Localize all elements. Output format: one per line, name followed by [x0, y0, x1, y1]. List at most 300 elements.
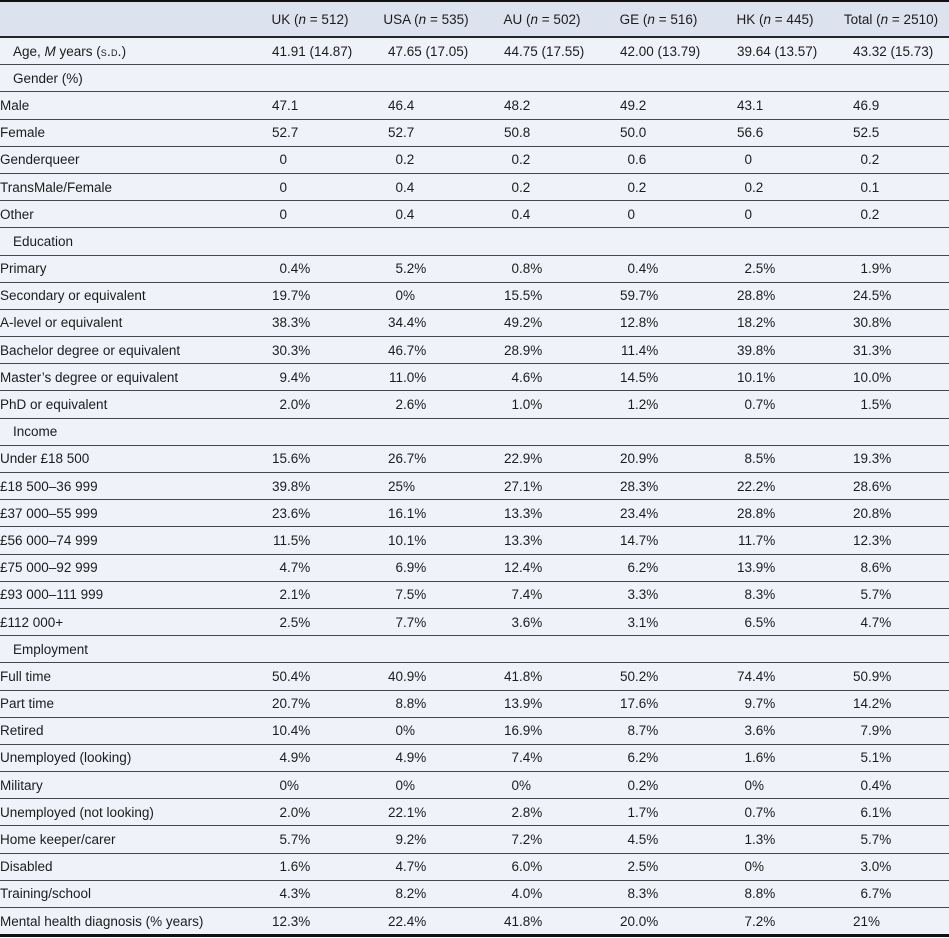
value-fraction-part: .2 — [635, 179, 647, 195]
table-row — [0, 146, 949, 173]
value-fraction-part: .2% — [752, 315, 776, 331]
value-text — [717, 914, 833, 929]
value-fraction-part: .7% — [635, 288, 659, 304]
value-text — [833, 886, 949, 901]
value-text — [833, 750, 949, 765]
value-fraction-part: .3% — [635, 478, 659, 494]
value-cell — [833, 690, 949, 717]
value-fraction-part: .1% — [519, 478, 543, 494]
value-cell — [717, 37, 833, 65]
value-cell — [252, 880, 368, 907]
value-integer-part: 2 — [395, 397, 403, 413]
value-text — [833, 560, 949, 575]
value-integer-part: 1 — [744, 750, 752, 766]
value-integer-part: 52 — [387, 125, 403, 141]
value-text — [368, 207, 484, 222]
value-text — [252, 750, 368, 765]
value-cell — [368, 853, 484, 880]
value-integer-part: 1 — [860, 397, 868, 413]
value-cell — [484, 445, 600, 472]
value-fraction-part: % — [403, 723, 416, 739]
value-integer-part: 6 — [860, 886, 868, 902]
value-text — [717, 370, 833, 385]
value-text — [600, 886, 717, 901]
value-fraction-part: .8% — [519, 804, 543, 820]
value-text — [368, 98, 484, 113]
value-text — [833, 723, 949, 738]
value-text — [717, 125, 833, 140]
value-fraction-part: .2% — [519, 832, 543, 848]
value-text — [368, 370, 484, 385]
value-cell — [484, 364, 600, 391]
row-label: £56 000–74 999 — [0, 527, 252, 554]
value-integer-part: 52 — [852, 125, 868, 141]
value-fraction-part: .4 — [403, 206, 415, 222]
value-cell — [368, 364, 484, 391]
row-label: Bachelor degree or equivalent — [0, 337, 252, 364]
value-cell — [484, 853, 600, 880]
value-integer-part: 8 — [744, 886, 752, 902]
value-integer-part: 43 — [736, 97, 752, 113]
value-fraction-part: .0% — [519, 886, 543, 902]
value-cell — [368, 37, 484, 65]
value-fraction-part: .4 — [519, 206, 531, 222]
value-integer-part: 2 — [279, 804, 287, 820]
value-fraction-part: .2 — [519, 152, 531, 168]
table-row — [0, 744, 949, 771]
table-row — [0, 554, 949, 581]
value-text — [368, 750, 484, 765]
value-integer-part: 4 — [511, 886, 519, 902]
value-integer-part: 20 — [619, 451, 635, 467]
value-text — [833, 615, 949, 630]
value-integer-part: 1 — [511, 397, 519, 413]
value-cell — [368, 772, 484, 799]
value-text — [833, 315, 949, 330]
value-cell — [484, 608, 600, 635]
value-fraction-part: .3% — [519, 532, 543, 548]
value-text — [717, 886, 833, 901]
value-cell — [368, 173, 484, 200]
value-fraction-part: .8% — [752, 342, 776, 358]
value-cell — [833, 282, 949, 309]
value-text — [368, 479, 484, 494]
value-fraction-part: .0% — [868, 859, 892, 875]
value-text — [833, 533, 949, 548]
value-fraction-part: .0% — [403, 369, 427, 385]
table-row — [0, 799, 949, 826]
value-text — [368, 261, 484, 276]
value-fraction-part: .5% — [868, 288, 892, 304]
value-text — [484, 778, 600, 793]
value-fraction-part: .2 — [752, 179, 764, 195]
value-cell — [600, 119, 717, 146]
value-cell — [368, 581, 484, 608]
value-text — [717, 261, 833, 276]
value-fraction-part: .6% — [635, 696, 659, 712]
value-fraction-part: .3% — [635, 886, 659, 902]
value-text — [600, 750, 717, 765]
value-cell — [368, 337, 484, 364]
table-row — [0, 37, 949, 65]
value-cell — [252, 37, 368, 65]
value-text — [484, 479, 600, 494]
row-label: Retired — [0, 717, 252, 744]
value-text — [368, 397, 484, 412]
value-text — [717, 343, 833, 358]
value-integer-part: 0 — [860, 152, 868, 168]
value-integer-part: 74 — [736, 668, 752, 684]
value-text — [717, 859, 833, 874]
value-integer-part: 7 — [395, 614, 403, 630]
value-integer-part: 2 — [744, 261, 752, 277]
value-text — [484, 506, 600, 521]
value-integer-part: 0 — [744, 152, 752, 168]
value-fraction-part: .2 — [519, 179, 531, 195]
table-row — [0, 282, 949, 309]
value-cell — [717, 581, 833, 608]
value-text — [368, 180, 484, 195]
value-text — [484, 750, 600, 765]
value-integer-part: 50 — [271, 668, 287, 684]
value-cell — [600, 554, 717, 581]
label-fragment: = 502) — [538, 11, 581, 27]
value-cell — [833, 554, 949, 581]
value-text — [368, 615, 484, 630]
value-fraction-part: .7% — [868, 886, 892, 902]
value-integer-part: 2 — [279, 614, 287, 630]
value-integer-part: 49 — [619, 97, 635, 113]
value-integer-part: 6 — [744, 614, 752, 630]
value-fraction-part: .8% — [752, 288, 776, 304]
table-row — [0, 826, 949, 853]
value-fraction-part: .8% — [868, 315, 892, 331]
value-integer-part: 14 — [852, 696, 868, 712]
value-fraction-part: .0% — [287, 804, 311, 820]
value-text — [833, 44, 949, 59]
value-text — [484, 451, 600, 466]
value-integer-part: 11 — [737, 532, 752, 548]
value-integer-part: 4 — [279, 750, 287, 766]
value-text — [717, 152, 833, 167]
value-text — [252, 587, 368, 602]
value-cell — [484, 554, 600, 581]
value-cell — [833, 581, 949, 608]
table-row — [0, 500, 949, 527]
value-cell — [600, 500, 717, 527]
table-row — [0, 853, 949, 880]
value-integer-part: 8 — [627, 886, 635, 902]
value-fraction-part: .9% — [403, 668, 427, 684]
value-integer-part: 39 — [271, 478, 287, 494]
label-fragment: n — [763, 11, 772, 27]
value-fraction-part: .3% — [868, 451, 892, 467]
value-integer-part: 0 — [279, 777, 287, 793]
value-integer-part: 0 — [511, 261, 519, 277]
value-integer-part: 6 — [511, 859, 519, 875]
value-cell — [717, 772, 833, 799]
value-integer-part: 16 — [503, 723, 519, 739]
value-cell — [717, 554, 833, 581]
value-text — [484, 533, 600, 548]
value-fraction-part: .75 (17.55) — [519, 43, 585, 59]
value-cell — [600, 309, 717, 336]
value-fraction-part: .8% — [752, 886, 776, 902]
value-integer-part: 7 — [395, 587, 403, 603]
value-cell — [252, 146, 368, 173]
value-integer-part: 8 — [860, 560, 868, 576]
value-text — [600, 180, 717, 195]
value-cell — [252, 717, 368, 744]
label-fragment: USA ( — [383, 11, 419, 27]
value-fraction-part: .7% — [752, 397, 776, 413]
value-cell — [600, 690, 717, 717]
column-header-1 — [252, 1, 368, 37]
value-cell — [600, 527, 717, 554]
value-integer-part: 7 — [860, 723, 868, 739]
value-integer-part: 1 — [627, 397, 635, 413]
value-cell — [717, 309, 833, 336]
value-integer-part: 9 — [744, 696, 752, 712]
value-text — [484, 370, 600, 385]
value-fraction-part: .7% — [752, 804, 776, 820]
value-fraction-part: .2% — [868, 696, 892, 712]
row-label: Training/school — [0, 880, 252, 907]
value-cell — [717, 146, 833, 173]
value-cell — [484, 690, 600, 717]
value-cell — [600, 173, 717, 200]
value-fraction-part: .2% — [635, 750, 659, 766]
row-label: Home keeper/carer — [0, 826, 252, 853]
value-cell — [484, 146, 600, 173]
value-text — [600, 560, 717, 575]
value-text — [717, 750, 833, 765]
value-integer-part: 2 — [279, 397, 287, 413]
value-integer-part: 19 — [271, 288, 287, 304]
value-integer-part: 0 — [395, 152, 403, 168]
value-text — [717, 506, 833, 521]
section-row — [0, 418, 949, 445]
value-cell — [484, 391, 600, 418]
value-fraction-part: .9% — [519, 342, 543, 358]
value-text — [368, 914, 484, 929]
value-fraction-part: .3% — [868, 342, 892, 358]
value-cell — [484, 201, 600, 228]
value-text — [833, 832, 949, 847]
value-text — [717, 615, 833, 630]
value-fraction-part: .3% — [287, 315, 311, 331]
value-cell — [717, 391, 833, 418]
value-cell — [368, 717, 484, 744]
value-fraction-part: .4% — [635, 505, 659, 521]
value-cell — [368, 391, 484, 418]
value-integer-part: 19 — [852, 451, 868, 467]
value-text — [368, 805, 484, 820]
value-text — [368, 832, 484, 847]
table-row — [0, 527, 949, 554]
value-cell — [833, 445, 949, 472]
value-text — [484, 669, 600, 684]
row-label: £112 000+ — [0, 608, 252, 635]
value-cell — [717, 663, 833, 690]
row-label: £18 500–36 999 — [0, 473, 252, 500]
value-cell — [368, 744, 484, 771]
value-cell — [484, 527, 600, 554]
row-label: Primary — [0, 255, 252, 282]
row-label: Gender (%) — [0, 65, 252, 92]
value-integer-part: 5 — [395, 261, 403, 277]
value-cell — [833, 364, 949, 391]
table-row — [0, 119, 949, 146]
label-fragment: n — [647, 11, 655, 27]
value-fraction-part: .7% — [403, 859, 427, 875]
value-text — [833, 343, 949, 358]
value-fraction-part: .4% — [635, 261, 659, 277]
value-fraction-part: .5 — [868, 125, 880, 141]
row-label: Full time — [0, 663, 252, 690]
value-integer-part: 3 — [744, 723, 752, 739]
value-cell — [717, 853, 833, 880]
value-cell — [717, 282, 833, 309]
value-fraction-part: .5% — [635, 369, 659, 385]
section-row — [0, 636, 949, 663]
value-cell — [484, 37, 600, 65]
value-fraction-part: .0% — [519, 397, 543, 413]
value-text — [600, 832, 717, 847]
value-integer-part: 7 — [511, 587, 519, 603]
value-text — [252, 479, 368, 494]
value-text — [252, 669, 368, 684]
value-fraction-part: .0 — [635, 125, 647, 141]
value-text — [484, 397, 600, 412]
value-integer-part: 2 — [279, 587, 287, 603]
value-text — [368, 125, 484, 140]
value-text — [368, 506, 484, 521]
label-fragment: n — [418, 11, 427, 27]
value-fraction-part: .1 — [287, 97, 299, 113]
value-integer-part: 22 — [387, 913, 403, 929]
value-integer-part: 10 — [736, 369, 752, 385]
value-cell — [717, 364, 833, 391]
value-text — [600, 805, 717, 820]
value-fraction-part: .7% — [403, 451, 427, 467]
row-label: £75 000–92 999 — [0, 554, 252, 581]
value-integer-part: 0 — [627, 179, 635, 195]
value-text — [833, 506, 949, 521]
value-integer-part: 41 — [503, 668, 519, 684]
value-fraction-part: .5% — [868, 397, 892, 413]
value-text — [484, 886, 600, 901]
value-fraction-part: .8% — [403, 696, 427, 712]
value-fraction-part: .6% — [752, 750, 776, 766]
value-cell — [833, 527, 949, 554]
value-text — [252, 370, 368, 385]
value-text — [717, 832, 833, 847]
value-integer-part: 0 — [395, 723, 403, 739]
value-text — [484, 261, 600, 276]
value-cell — [484, 717, 600, 744]
value-integer-part: 56 — [736, 125, 752, 141]
value-fraction-part: .1% — [403, 532, 427, 548]
value-cell — [252, 908, 368, 936]
value-cell — [600, 744, 717, 771]
value-cell — [833, 880, 949, 907]
value-fraction-part: .1% — [752, 369, 776, 385]
value-integer-part: 0 — [744, 777, 752, 793]
value-integer-part: 11 — [388, 369, 403, 385]
value-integer-part: 42 — [619, 43, 635, 59]
value-fraction-part: .2 — [868, 152, 880, 168]
label-fragment: = 512) — [306, 11, 349, 27]
value-cell — [368, 554, 484, 581]
value-integer-part: 16 — [387, 505, 403, 521]
value-integer-part: 50 — [619, 125, 635, 141]
value-text — [600, 615, 717, 630]
value-text — [252, 261, 368, 276]
value-cell — [484, 255, 600, 282]
value-integer-part: 0 — [511, 152, 519, 168]
value-fraction-part: .64 (13.57) — [752, 43, 818, 59]
value-fraction-part: .5% — [752, 614, 776, 630]
value-fraction-part: .8% — [519, 913, 543, 929]
value-text — [600, 397, 717, 412]
value-integer-part: 20 — [619, 913, 635, 929]
row-label: Employment — [0, 636, 252, 663]
value-cell — [252, 255, 368, 282]
value-fraction-part: .1% — [868, 804, 892, 820]
value-cell — [484, 92, 600, 119]
value-fraction-part: .6 — [635, 152, 647, 168]
value-cell — [833, 473, 949, 500]
table-row — [0, 255, 949, 282]
value-text — [252, 805, 368, 820]
value-text — [833, 261, 949, 276]
table-header — [0, 1, 949, 37]
value-text — [252, 44, 368, 59]
label-fragment: = 2510) — [888, 11, 939, 27]
section-filler — [252, 418, 949, 445]
value-fraction-part: .9% — [868, 261, 892, 277]
value-fraction-part: .5% — [519, 288, 543, 304]
table-row — [0, 908, 949, 936]
row-label: Mental health diagnosis (% years) — [0, 913, 204, 929]
row-label: Military — [0, 772, 252, 799]
value-integer-part: 10 — [271, 723, 287, 739]
value-fraction-part: .5% — [752, 261, 776, 277]
value-cell — [600, 255, 717, 282]
value-cell — [600, 853, 717, 880]
value-text — [833, 859, 949, 874]
value-fraction-part: .91 (14.87) — [287, 43, 353, 59]
value-integer-part: 23 — [271, 505, 287, 521]
value-fraction-part: .4% — [403, 913, 427, 929]
value-cell — [833, 92, 949, 119]
value-cell — [252, 282, 368, 309]
value-fraction-part: .5% — [287, 614, 311, 630]
label-fragment: Total ( — [843, 11, 881, 27]
value-cell — [368, 826, 484, 853]
value-fraction-part: % — [403, 288, 416, 304]
value-cell — [368, 201, 484, 228]
value-fraction-part: .2% — [519, 315, 543, 331]
value-text — [717, 533, 833, 548]
row-label: TransMale/Female — [0, 173, 252, 200]
value-cell — [833, 119, 949, 146]
value-text — [600, 261, 717, 276]
value-integer-part: 7 — [511, 832, 519, 848]
value-integer-part: 1 — [860, 261, 868, 277]
value-cell — [484, 880, 600, 907]
